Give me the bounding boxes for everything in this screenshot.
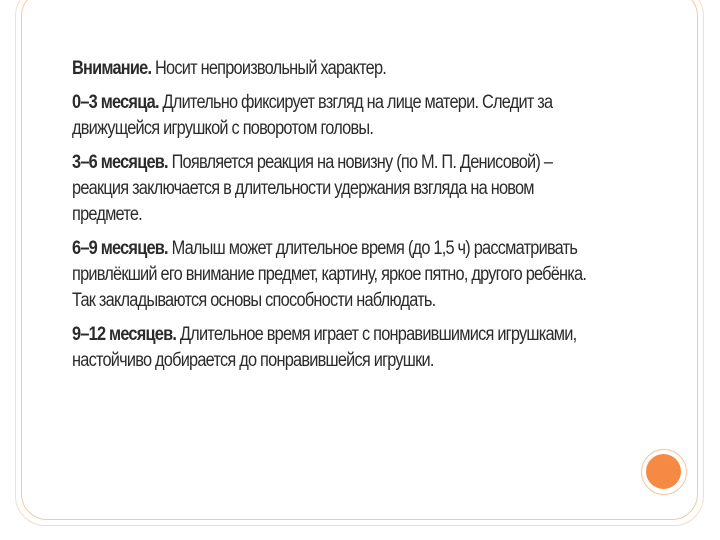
paragraph-heading: 6–9 месяцев. [72, 238, 168, 259]
paragraph-text: Появляется реакция на новизну (по М. П. Денисовой) – реакция заключается в длительности удержания взгляда на новом предмете. [72, 152, 553, 225]
paragraph-attention [72, 56, 592, 82]
paragraph-text: Длительное время играет с понравившимися игрушками, настойчиво добирается до понравившейся игрушки. [72, 324, 577, 371]
paragraph-heading: 3–6 месяцев. [72, 152, 168, 173]
paragraph-9-12-months [72, 322, 592, 374]
cropped-text-line [72, 30, 592, 36]
paragraph-text: Носит непроизвольный характер. [151, 58, 387, 79]
slide-decoration-circle [641, 449, 687, 495]
paragraph-text: Малыш может длительное время (до 1,5 ч) рассматривать привлёкший его внимание предмет, картину, яркое пятно, другого ребёнка. Так закладываются основы способности наблюдать. [72, 238, 587, 311]
paragraph-heading: 9–12 месяцев. [72, 324, 177, 345]
paragraph-0-3-months [72, 90, 592, 142]
paragraph-6-9-months [72, 236, 592, 314]
slide-decoration-circle-fill [646, 454, 681, 489]
paragraph-heading: Внимание. [72, 58, 152, 79]
paragraph-text: Длительно фиксирует взгляд на лице матери. Следит за движущейся игрушкой с поворотом головы. [72, 92, 553, 139]
paragraph-3-6-months [72, 150, 592, 228]
slide-content [72, 30, 592, 382]
paragraph-heading: 0–3 месяца. [72, 92, 159, 113]
